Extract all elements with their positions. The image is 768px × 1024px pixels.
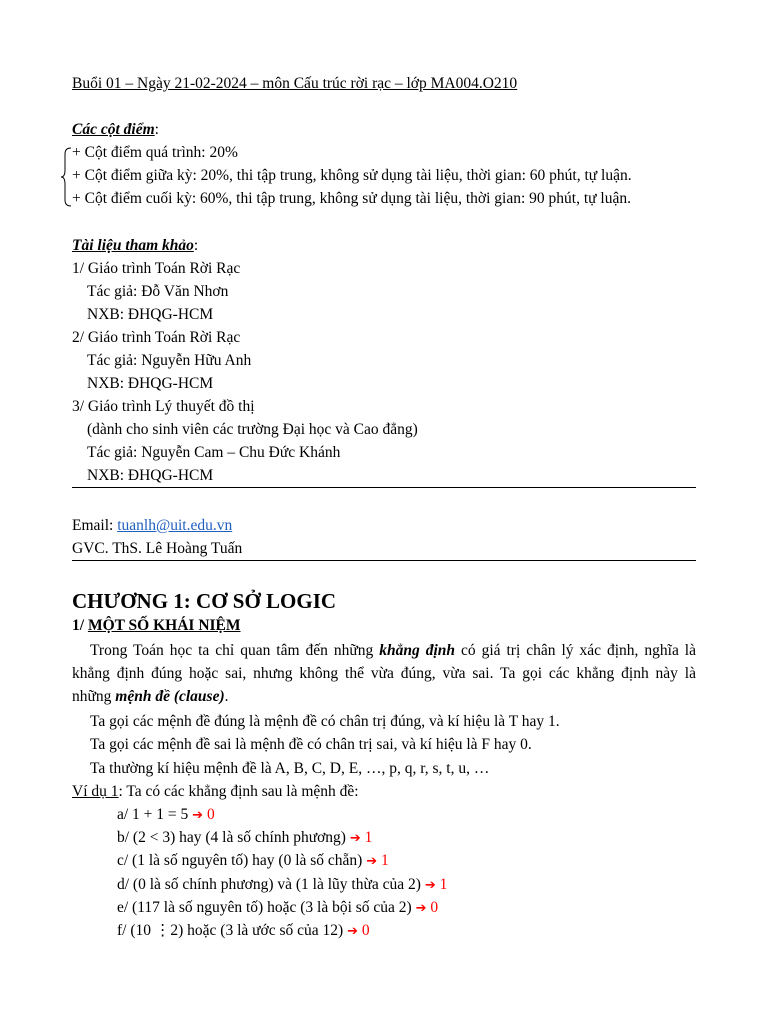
references-title: Tài liệu tham khảo [72,237,194,254]
paragraph-line: khẳng định đúng hoặc sai, nhưng không thể vừa đúng, vừa sai. Ta gọi các khẳng định này là [72,665,696,682]
truth-value: 1 [439,876,448,893]
paragraph-line: Ta thường kí hiệu mệnh đề là A, B, C, D, E, …, p, q, r, s, t, u, … [90,760,490,777]
paragraph-line [72,639,696,662]
reference-line: NXB: ĐHQG-HCM [87,306,214,323]
emphasis-text: khẳng định [379,642,456,659]
truth-value: 0 [430,899,439,916]
grades-heading [72,118,159,141]
chapter-title: CHƯƠNG 1: CƠ SỞ LOGIC [72,589,337,613]
reference-line: (dành cho sinh viên các trường Đại học và Cao đẳng) [87,421,418,438]
divider [72,487,696,488]
arrow-right-icon: ➔ [415,901,427,916]
reference-line: Tác giả: Nguyễn Cam – Chu Đức Khánh [87,444,341,461]
reference-line: 2/ Giáo trình Toán Rời Rạc [72,329,241,346]
emphasis-text: mệnh đề (clause) [115,688,225,705]
example-text: d/ (0 là số chính phương) và (1 là lũy thừa của 2) [117,876,425,893]
example-heading [72,780,359,803]
arrow-right-icon: ➔ [424,878,436,893]
example-item [117,873,447,897]
email-label: Email: [72,517,118,534]
example-text: 2) hoặc (3 là ước số của 12) [170,922,348,939]
paragraph-text: những [72,688,116,705]
reference-line: Tác giả: Đỗ Văn Nhơn [87,283,229,300]
grade-item: + Cột điểm giữa kỳ: 20%, thi tập trung, không sử dụng tài liệu, thời gian: 60 phút, tự luận. [72,167,632,184]
grades-brace-icon [60,146,72,208]
grade-item: + Cột điểm quá trình: 20% [72,144,238,161]
example-item [117,826,372,850]
section-number: 1/ [72,617,88,634]
reference-line: 3/ Giáo trình Lý thuyết đồ thị [72,398,255,415]
example-item [117,849,389,873]
section-title: MỘT SỐ KHÁI NIỆM [87,617,241,634]
truth-value: 0 [361,922,370,939]
paragraph-line: Ta gọi các mệnh đề đúng là mệnh đề có chân trị đúng, và kí hiệu là T hay 1. [90,713,560,730]
example-item [117,896,438,920]
paragraph-line: Ta gọi các mệnh đề sai là mệnh đề có chân trị sai, và kí hiệu là F hay 0. [90,736,532,753]
example-item [117,919,370,943]
arrow-right-icon: ➔ [349,831,361,846]
grades-colon: : [154,121,159,138]
divides-symbol: ⋮ [154,921,171,939]
reference-line: Tác giả: Nguyễn Hữu Anh [87,352,252,369]
example-label: Ví dụ 1 [72,783,119,800]
paragraph-text: có giá trị chân lý xác định, nghĩa là [455,642,696,659]
example-text: e/ (117 là số nguyên tố) hoặc (3 là bội số của 2) [117,899,416,916]
example-text: b/ (2 < 3) hay (4 là số chính phương) [117,829,350,846]
arrow-right-icon: ➔ [347,924,358,939]
grade-item: + Cột điểm cuối kỳ: 60%, thi tập trung, không sử dụng tài liệu, thời gian: 90 phút, tự luận. [72,190,631,207]
example-item [117,803,215,827]
example-intro: : Ta có các khẳng định sau là mệnh đề: [118,783,359,800]
email-line [72,514,232,537]
email-link[interactable]: tuanlh@uit.edu.vn [117,517,233,534]
references-colon: : [193,237,199,254]
section-heading [72,614,241,637]
divider [72,560,696,561]
paragraph-text: Trong Toán học ta chỉ quan tâm đến những [90,642,380,659]
truth-value: 1 [364,829,373,846]
paragraph-line [72,685,229,708]
lecturer-name: GVC. ThS. Lê Hoàng Tuấn [72,540,243,557]
session-header: Buổi 01 – Ngày 21-02-2024 – môn Cấu trúc rời rạc – lớp MA004.O210 [72,75,518,92]
truth-value: 1 [381,852,389,869]
reference-line: NXB: ĐHQG-HCM [87,467,214,484]
grades-title: Các cột điểm [72,121,155,138]
example-text: c/ (1 là số nguyên tố) hay (0 là số chẵn) [117,852,367,869]
reference-line: 1/ Giáo trình Toán Rời Rạc [72,260,241,277]
reference-line: NXB: ĐHQG-HCM [87,375,214,392]
arrow-right-icon: ➔ [192,808,204,823]
truth-value: 0 [206,806,215,823]
example-text: f/ (10 [117,922,155,939]
paragraph-text: . [224,688,229,705]
example-text: a/ 1 + 1 = 5 [117,806,193,823]
references-heading [72,234,198,257]
arrow-right-icon: ➔ [366,854,378,869]
